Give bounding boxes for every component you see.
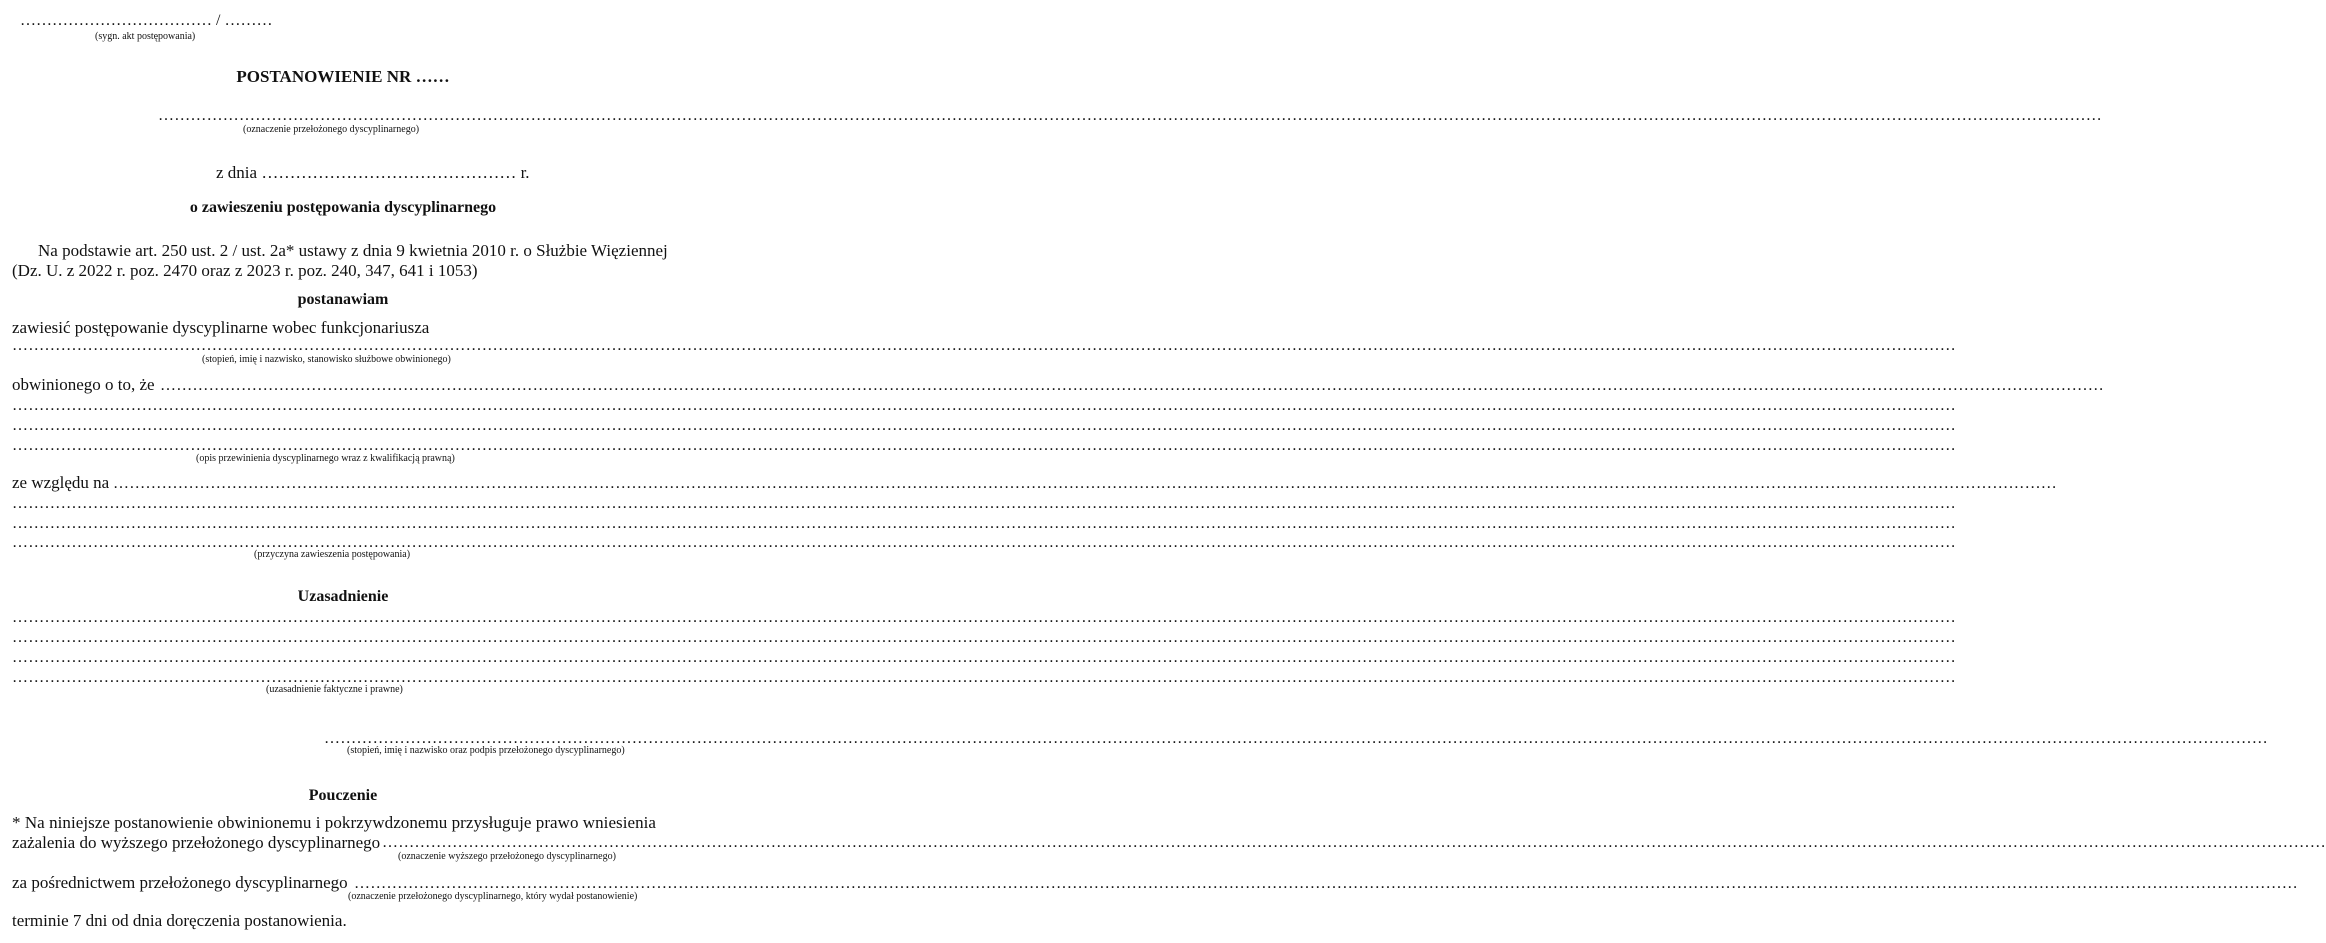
higher-superior-caption: (oznaczenie wyższego przełożonego dyscyplinarnego): [398, 851, 616, 862]
offense-field-2[interactable]: ………………………………………………………………………………………………………………………………………………………………………………………………………………………………………………………………………………………………………………………………: [12, 397, 1956, 414]
case-number-line[interactable]: ……………………………… / ………: [20, 12, 273, 29]
justification-field-4[interactable]: ………………………………………………………………………………………………………………………………………………………………………………………………………………………………………………………………………………………………………………………………: [12, 669, 1956, 686]
reason-field-3[interactable]: ………………………………………………………………………………………………………………………………………………………………………………………………………………………………………………………………………………………………………………………………: [12, 515, 1956, 532]
offense-field-4[interactable]: ………………………………………………………………………………………………………………………………………………………………………………………………………………………………………………………………………………………………………………………………: [12, 437, 1956, 454]
officer-field[interactable]: ………………………………………………………………………………………………………………………………………………………………………………………………………………………………………………………………………………………………………………………………: [12, 337, 1956, 354]
justification-field-1[interactable]: ………………………………………………………………………………………………………………………………………………………………………………………………………………………………………………………………………………………………………………………………: [12, 609, 1956, 626]
date-line[interactable]: z dnia ……………………………………… r.: [216, 163, 530, 182]
document-title: POSTANOWIENIE NR ……: [236, 67, 450, 86]
superior-caption: (oznaczenie przełożonego dyscyplinarnego): [243, 124, 420, 135]
offense-caption: (opis przewinienia dyscyplinarnego wraz z kwalifikacją prawną): [196, 453, 455, 464]
instruction-heading: Pouczenie: [308, 787, 378, 804]
higher-superior-field[interactable]: ………………………………………………………………………………………………………………………………………………………………………………………………………………………………………………………………………………………………………………………………: [382, 834, 2326, 851]
signature-field[interactable]: ………………………………………………………………………………………………………………………………………………………………………………………………………………………………………………………………………………………………………………………………: [324, 730, 2268, 747]
reason-field-1[interactable]: ………………………………………………………………………………………………………………………………………………………………………………………………………………………………………………………………………………………………………………………………: [113, 475, 2057, 492]
justification-field-3[interactable]: ………………………………………………………………………………………………………………………………………………………………………………………………………………………………………………………………………………………………………………………………: [12, 649, 1956, 666]
case-number-caption: (sygn. akt postępowania): [95, 31, 196, 42]
reason-label: ze względu na: [12, 473, 110, 492]
reason-caption: (przyczyna zawieszenia postępowania): [254, 549, 411, 560]
officer-caption: (stopień, imię i nazwisko, stanowisko służbowe obwinionego): [202, 354, 451, 365]
accused-label: obwinionego o to, że: [12, 375, 155, 394]
reason-field-4[interactable]: ………………………………………………………………………………………………………………………………………………………………………………………………………………………………………………………………………………………………………………………………: [12, 534, 1956, 551]
justification-caption: (uzasadnienie faktyczne i prawne): [266, 684, 403, 695]
document-subject: o zawieszeniu postępowania dyscyplinarnego: [189, 199, 497, 216]
superior-field[interactable]: ………………………………………………………………………………………………………………………………………………………………………………………………………………………………………………………………………………………………………………………………: [158, 107, 2102, 124]
issuing-superior-caption: (oznaczenie przełożonego dyscyplinarnego, który wydał postanowienie): [348, 891, 638, 902]
instruction-line-3: za pośrednictwem przełożonego dyscyplinarnego: [12, 873, 348, 892]
reason-field-2[interactable]: ………………………………………………………………………………………………………………………………………………………………………………………………………………………………………………………………………………………………………………………………: [12, 495, 1956, 512]
decision-heading: postanawiam: [297, 291, 389, 308]
issuing-superior-field[interactable]: ………………………………………………………………………………………………………………………………………………………………………………………………………………………………………………………………………………………………………………………………: [354, 875, 2298, 892]
justification-heading: Uzasadnienie: [297, 588, 389, 605]
legal-basis-line-2: (Dz. U. z 2022 r. poz. 2470 oraz z 2023 r. poz. 240, 347, 641 i 1053): [12, 261, 478, 280]
legal-basis-line-1: Na podstawie art. 250 ust. 2 / ust. 2a* ustawy z dnia 9 kwietnia 2010 r. o Służbie Więziennej: [38, 241, 668, 260]
suspend-text: zawiesić postępowanie dyscyplinarne wobec funkcjonariusza: [12, 318, 430, 337]
justification-field-2[interactable]: ………………………………………………………………………………………………………………………………………………………………………………………………………………………………………………………………………………………………………………………………: [12, 629, 1956, 646]
instruction-line-1: * Na niniejsze postanowienie obwinionemu i pokrzywdzonemu przysługuje prawo wniesienia: [12, 813, 656, 832]
signatory-caption: (stopień, imię i nazwisko oraz podpis przełożonego dyscyplinarnego): [347, 745, 625, 756]
offense-field-3[interactable]: ………………………………………………………………………………………………………………………………………………………………………………………………………………………………………………………………………………………………………………………………: [12, 417, 1956, 434]
instruction-line-2: zażalenia do wyższego przełożonego dyscyplinarnego: [12, 833, 381, 852]
instruction-line-4: terminie 7 dni od dnia doręczenia postanowienia.: [12, 911, 347, 930]
offense-field-1[interactable]: ………………………………………………………………………………………………………………………………………………………………………………………………………………………………………………………………………………………………………………………………: [160, 377, 2104, 394]
